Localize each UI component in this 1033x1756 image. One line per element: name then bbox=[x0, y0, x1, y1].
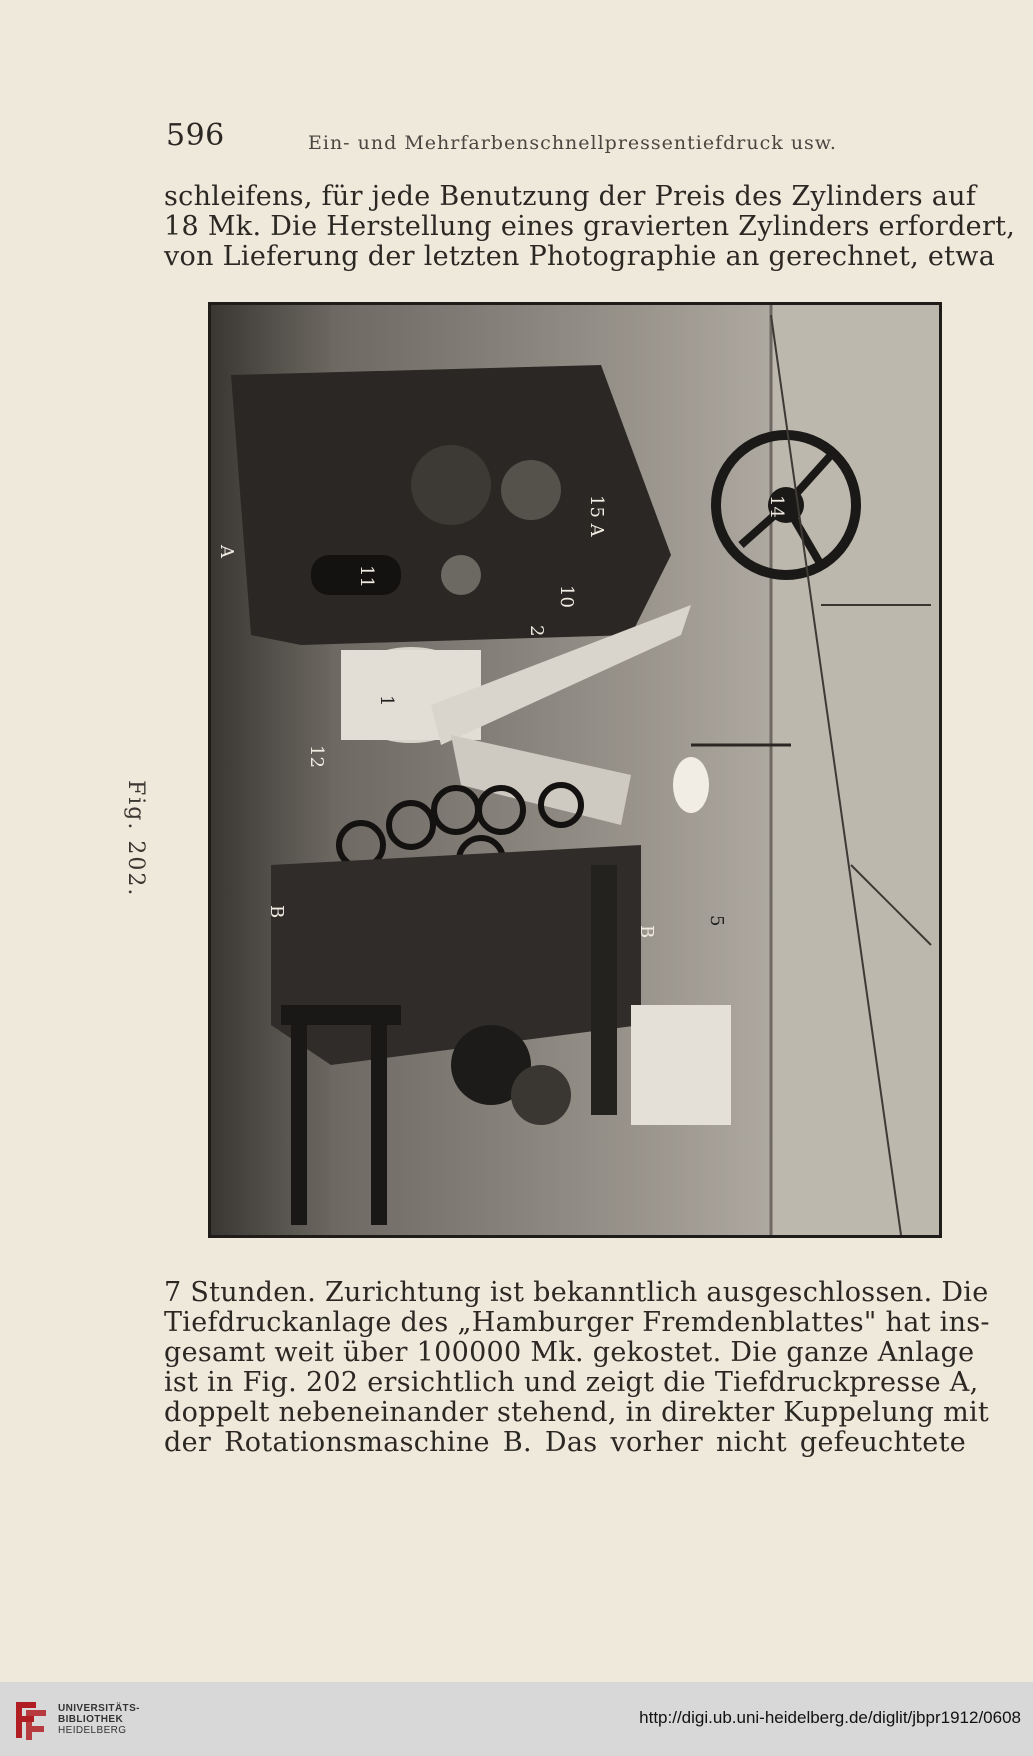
figure-label: 12 bbox=[306, 745, 327, 768]
figure-label: B bbox=[266, 905, 287, 919]
printing-press-photo bbox=[211, 305, 939, 1235]
logo-line-2: BIBLIOTHEK bbox=[58, 1714, 124, 1725]
figure-label: 10 bbox=[556, 585, 577, 608]
figure-photograph bbox=[208, 302, 942, 1238]
text-line: doppelt nebeneinander stehend, in direkter Kuppelung mit bbox=[164, 1397, 990, 1428]
library-logo[interactable] bbox=[12, 1696, 162, 1744]
paragraph-bottom bbox=[164, 1277, 990, 1458]
figure-label: A bbox=[216, 545, 237, 558]
viewer-footer bbox=[0, 1682, 1033, 1756]
logo-line-1: UNIVERSITÄTS- bbox=[58, 1703, 140, 1714]
text-line: der Rotationsmaschine B. Das vorher nicht gefeuchtete bbox=[164, 1427, 966, 1458]
logo-line-3: HEIDELBERG bbox=[58, 1725, 127, 1736]
library-logo-text bbox=[58, 1703, 140, 1736]
page-number: 596 bbox=[166, 118, 225, 153]
text-line: von Lieferung der letzten Photographie an gerechnet, etwa bbox=[164, 241, 996, 272]
text-line: ist in Fig. 202 ersichtlich und zeigt die Tiefdruckpresse A, bbox=[164, 1367, 979, 1398]
text-line: Tiefdruckanlage des „Hamburger Fremdenblattes" hat ins- bbox=[164, 1307, 990, 1338]
text-line: gesamt weit über 100000 Mk. gekostet. Die ganze Anlage bbox=[164, 1337, 975, 1368]
running-title: Ein- und Mehrfarbenschnellpressentiefdruck usw. bbox=[308, 132, 837, 154]
figure-label: 2 bbox=[526, 625, 547, 637]
figure-label: 5 bbox=[706, 915, 727, 927]
figure-label: 11 bbox=[356, 565, 377, 588]
permalink-url[interactable]: http://digi.ub.uni-heidelberg.de/diglit/jbpr1912/0608 bbox=[639, 1708, 1021, 1727]
library-logo-icon bbox=[12, 1696, 52, 1744]
figure-label: 15 A bbox=[586, 495, 607, 537]
text-line: schleifens, für jede Benutzung der Preis des Zylinders auf bbox=[164, 181, 977, 212]
page-header bbox=[166, 118, 968, 158]
text-line: 7 Stunden. Zurichtung ist bekanntlich ausgeschlossen. Die bbox=[164, 1277, 989, 1308]
figure-label: B bbox=[636, 925, 657, 939]
figure-caption-text: Fig. 202. bbox=[123, 780, 148, 898]
paragraph-top bbox=[164, 181, 1016, 272]
text-line: 18 Mk. Die Herstellung eines gravierten Zylinders erfordert, bbox=[164, 211, 1016, 242]
figure-label: 1 bbox=[376, 695, 397, 707]
figure-label: 14 bbox=[766, 495, 787, 518]
